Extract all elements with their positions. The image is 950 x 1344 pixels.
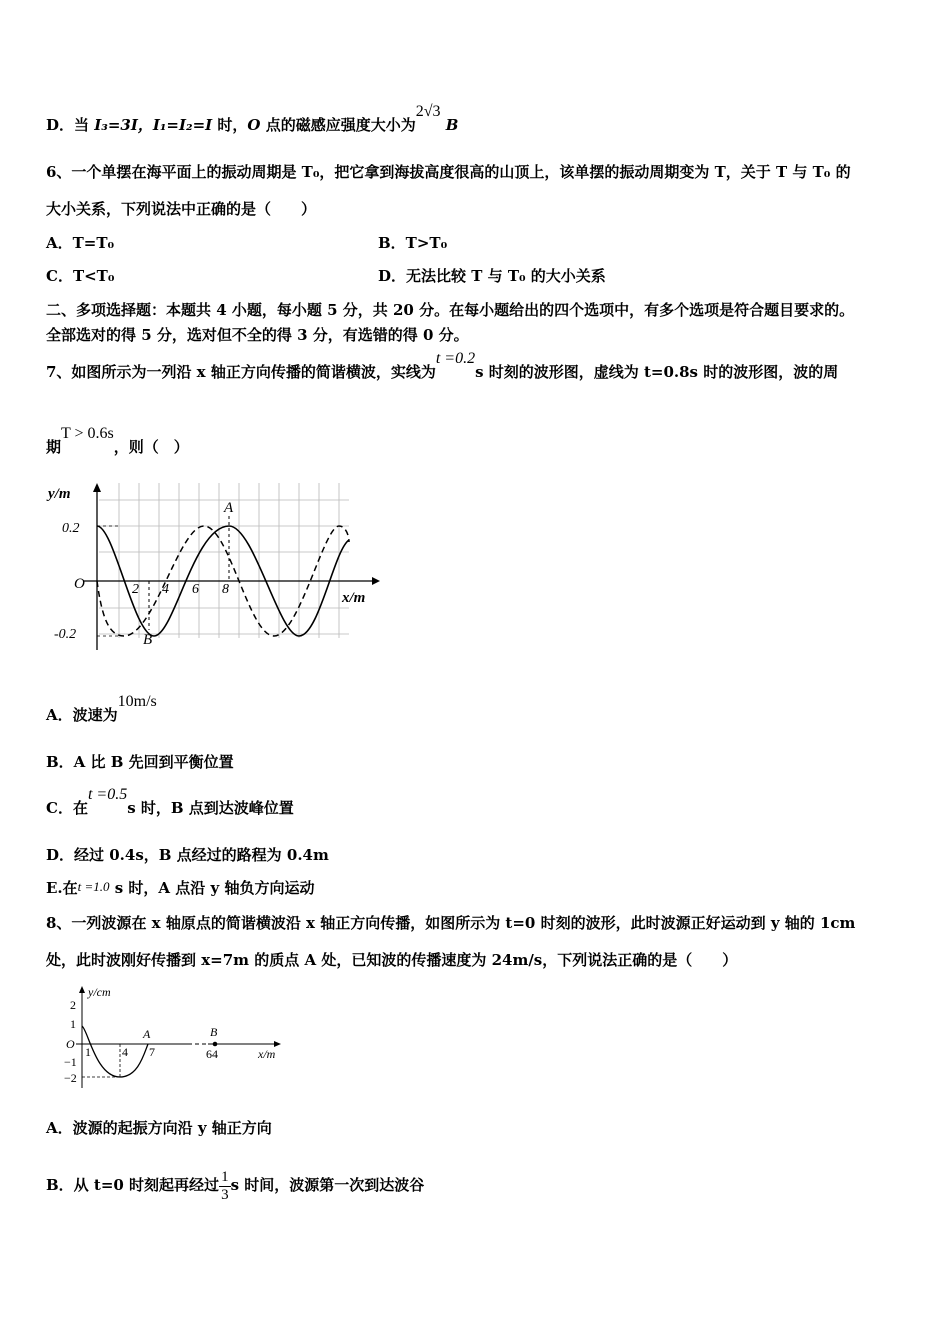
- q8-xtick-1: 1: [85, 1045, 91, 1059]
- q8-point-b-dot: [213, 1042, 218, 1047]
- q7-option-e: E.在t =1.0 s 时，A 点沿 y 轴负方向运动: [46, 879, 315, 897]
- q7-xtick-2: 2: [132, 582, 139, 597]
- q7-xtick-4: 4: [162, 582, 169, 597]
- q7-option-d: D．经过 0.4s，B 点经过的路程为 0.4m: [46, 846, 329, 864]
- q7-origin: O: [74, 576, 85, 592]
- section2-line2: 全部选对的得 5 分，选对但不全的得 3 分，有选错的得 0 分。: [46, 326, 469, 344]
- q8-xtick-7: 7: [149, 1045, 155, 1059]
- q8-stem-line1: 8、一列波源在 x 轴原点的简谐横波沿 x 轴正方向传播，如图所示为 t=0 时刻的波形，此时波源正好运动到 y 轴的 1cm: [46, 914, 856, 932]
- q6-option-d: D．无法比较 T 与 T₀ 的大小关系: [378, 267, 606, 285]
- q8-point-b: B: [210, 1025, 218, 1039]
- q8-ytick-1: 1: [70, 1017, 76, 1031]
- q8-option-a: A．波源的起振方向沿 y 轴正方向: [46, 1119, 272, 1137]
- q8-ytick-neg2: −2: [64, 1071, 77, 1085]
- q7-wave-graph: [44, 478, 384, 658]
- q6-options-row2: [46, 266, 606, 286]
- q6-option-c: C．T<T₀: [46, 267, 115, 285]
- q8-point-a: A: [143, 1027, 151, 1041]
- q7-ytick-top: 0.2: [62, 521, 80, 536]
- q8-point-b-x: 64: [206, 1047, 218, 1061]
- q8-stem-line2: 处，此时波刚好传播到 x=7m 的质点 A 处，已知波的传播速度为 24m/s，下列说法正确的是（ ）: [46, 951, 738, 969]
- q7-ytick-bottom: -0.2: [54, 627, 77, 642]
- section2-line1: 二、多项选择题：本题共 4 小题，每小题 5 分，共 20 分。在每小题给出的四个选项中，有多个选项是符合题目要求的。: [46, 301, 855, 319]
- q8-ylabel: y/cm: [88, 985, 111, 999]
- q5-value: 2√3: [415, 103, 441, 120]
- q8-wave-graph: [58, 984, 288, 1094]
- q8-ytick-2: 2: [70, 998, 76, 1012]
- q8-wave: [82, 1026, 148, 1077]
- q8-origin: O: [66, 1037, 75, 1051]
- q6-stem-line2: 大小关系，下列说法中正确的是（ ）: [46, 200, 317, 218]
- q8-xlabel: x/m: [258, 1047, 276, 1061]
- q5-option-d: D．当 I₃=3I，I₁=I₂=I 时，O 点的磁感应强度大小为2√3 B: [46, 103, 459, 134]
- q7-ylabel: y/m: [48, 486, 71, 502]
- q6-option-a: A．T=T₀: [46, 234, 115, 252]
- q8-xtick-4: 4: [122, 1045, 128, 1059]
- q8-fraction: $\frac{1}{3}$: [221, 1168, 229, 1203]
- q8-option-b: B．从 t=0 时刻起再经过 $\frac{1}{3}$ s 时间，波源第一次到达波谷: [46, 1168, 425, 1203]
- q7-x-arrow: [372, 577, 380, 585]
- q7-xtick-6: 6: [192, 582, 199, 597]
- q8-y-arrow: [79, 986, 85, 993]
- q7-option-c: C．在t =0.5s 时，B 点到达波峰位置: [46, 786, 294, 817]
- q8-ytick-neg1: −1: [64, 1055, 77, 1069]
- q7-xlabel: x/m: [342, 590, 366, 606]
- q6-option-b: B．T>T₀: [378, 234, 448, 252]
- q7-point-a: A: [224, 500, 234, 516]
- q7-option-b: B．A 比 B 先回到平衡位置: [46, 753, 234, 771]
- q7-y-arrow: [93, 483, 101, 492]
- q7-option-a: A．波速为10m/s: [46, 693, 157, 724]
- q7-stem-line2: 期T > 0.6s，则（ ）: [46, 425, 189, 456]
- q6-stem-line1: 6、一个单摆在海平面上的振动周期是 T₀，把它拿到海拔高度很高的山顶上，该单摆的振动周期变为 T，关于 T 与 T₀ 的: [46, 163, 851, 181]
- q7-xtick-8: 8: [222, 582, 229, 597]
- q7-stem-line1: 7、如图所示为一列沿 x 轴正方向传播的简谐横波，实线为t =0.2s 时刻的波形图，虚线为 t=0.8s 时的波形图，波的周: [46, 350, 839, 381]
- q7-point-b: B: [143, 632, 153, 648]
- q6-options-row1: [46, 233, 448, 253]
